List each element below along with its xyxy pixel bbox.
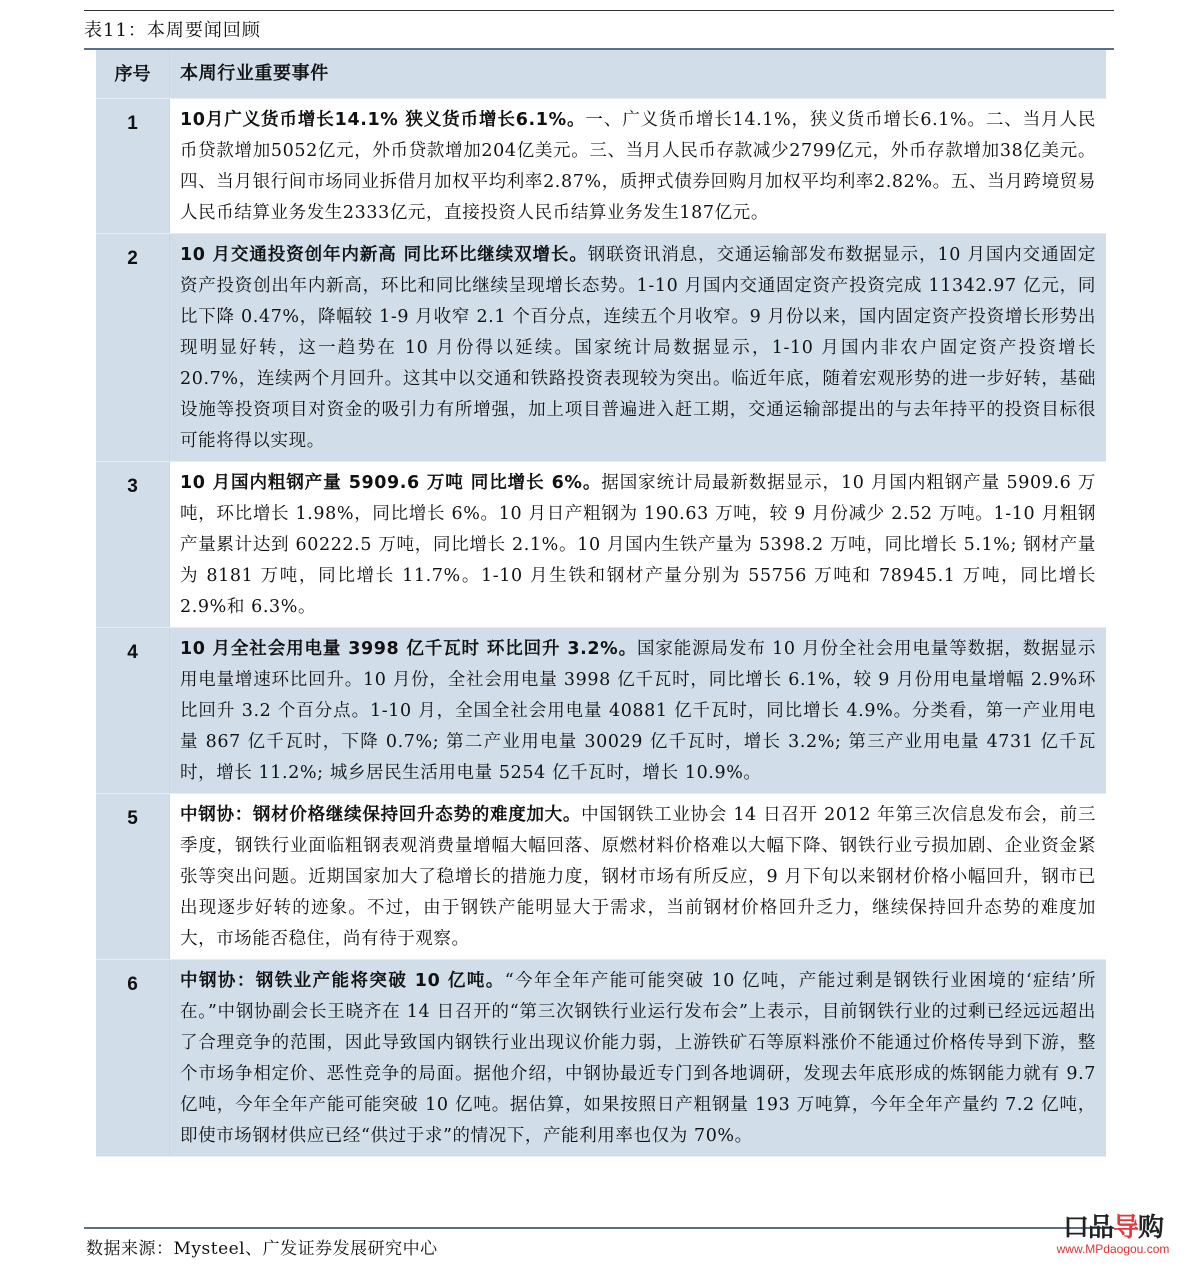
watermark-logo-mid: 导 [1112,1213,1138,1243]
watermark-logo-left: 口品 [1062,1213,1113,1243]
row-seq: 1 [96,99,170,233]
data-source-note: 数据来源：Mysteel、广发证券发展研究中心 [86,1239,438,1259]
table-row [96,960,1106,1157]
header-seq: 序号 [96,50,170,98]
row-body: 国家能源局发布 10 月份全社会用电量等数据，数据显示用电量增速环比回升。10 月份，全社会用电量 3998 亿千瓦时，同比增长 6.1%，较 9 月份用电量增幅 2.9%环比回升 3.2 个百分点。1-10 月，全国全社会用电量 40881 亿千瓦时，同比增长 4.9%。分类看，第一产业用电量 867 亿千瓦时，下降 0.7%; 第二产业用电量 30029 亿千瓦时，增长 3.2%; 第三产业用电量 4731 亿千瓦时，增长 11.2%; 城乡居民生活用电量 5254 亿千瓦时，增长 10.9%。 [180,639,1097,783]
row-seq: 5 [96,794,170,959]
table-caption: 表11：本周要闻回顾 [84,20,261,41]
table-row [96,234,1106,462]
row-title: 10 月全社会用电量 3998 亿千瓦时 环比回升 3.2%。 [180,639,637,659]
watermark-url: www.MPdaogou.com [1056,1242,1170,1256]
news-table [96,50,1106,1157]
table-row [96,794,1106,960]
row-title: 中钢协：钢铁业产能将突破 10 亿吨。 [180,971,505,991]
row-content [170,462,1106,627]
bottom-rule [84,1227,1114,1229]
row-content [170,960,1106,1156]
table-row [96,99,1106,234]
row-seq: 4 [96,628,170,793]
row-body: 中国钢铁工业协会 14 日召开 2012 年第三次信息发布会，前三季度，钢铁行业面临粗钢表观消费量增幅大幅回落、原燃材料价格难以大幅下降、钢铁行业亏损加剧、企业资金紧张等突出问题。近期国家加大了稳增长的措施力度，钢材市场有所反应，9 月下旬以来钢材价格小幅回升，钢市已出现逐步好转的迹象。不过，由于钢铁产能明显大于需求，当前钢材价格回升乏力，继续保持回升态势的难度加大，市场能否稳住，尚有待于观察。 [180,805,1096,949]
watermark-logo [1043,1207,1183,1244]
watermark [1043,1207,1183,1256]
row-content [170,99,1106,233]
table-header-row [96,50,1106,99]
row-body: 一、广义货币增长14.1%，狭义货币增长6.1%。二、当月人民币贷款增加5052亿元，外币贷款增加204亿美元。三、当月人民币存款减少2799亿元，外币存款增加38亿美元。四、当月银行间市场同业拆借月加权平均利率2.87%，质押式债券回购月加权平均利率2.82%。五、当月跨境贸易人民币结算业务发生2333亿元，直接投资人民币结算业务发生187亿元。 [180,110,1096,223]
row-title: 10 月国内粗钢产量 5909.6 万吨 同比增长 6%。 [180,473,602,493]
row-seq: 6 [96,960,170,1156]
row-seq: 2 [96,234,170,461]
row-content [170,794,1106,959]
table-row [96,628,1106,794]
row-body: 据国家统计局最新数据显示，10 月国内粗钢产量 5909.6 万吨，环比增长 1.98%，同比增长 6%。10 月日产粗钢为 190.63 万吨，较 9 月份减少 2.52 万吨。1-10 月粗钢产量累计达到 60222.5 万吨，同比增长 2.1%。10 月国内生铁产量为 5398.2 万吨，同比增长 5.1%; 钢材产量为 8181 万吨，同比增长 11.7%。1-10 月生铁和钢材产量分别为 55756 万吨和 78945.1 万吨，同比增长 2.9%和 6.3%。 [180,473,1096,617]
table-row [96,462,1106,628]
row-content [170,234,1106,461]
row-content [170,628,1106,793]
row-body: 钢联资讯消息，交通运输部发布数据显示，10 月国内交通固定资产投资创出年内新高，环比和同比继续呈现增长态势。1-10 月国内交通固定资产投资完成 11342.97 亿元，同比下降 0.47%，降幅较 1-9 月收窄 2.1 个百分点，连续五个月收窄。9 月份以来，国内固定资产投资增长形势出现明显好转，这一趋势在 10 月份得以延续。国家统计局数据显示，1-10 月国内非农户固定资产投资增长 20.7%，连续两个月回升。这其中以交通和铁路投资表现较为突出。临近年底，随着宏观形势的进一步好转，基础设施等投资项目对资金的吸引力有所增强，加上项目普遍进入赶工期，交通运输部提出的与去年持平的投资目标很可能将得以实现。 [180,245,1096,451]
row-title: 10月广义货币增长14.1% 狭义货币增长6.1%。 [180,110,586,130]
header-content: 本周行业重要事件 [170,50,1106,98]
watermark-logo-right: 购 [1138,1213,1164,1243]
row-title: 10 月交通投资创年内新高 同比环比继续双增长。 [180,245,588,265]
top-rule [84,10,1114,11]
row-body: “今年全年产能可能突破 10 亿吨，产能过剩是钢铁行业困境的‘症结’所在。”中钢协副会长王晓齐在 14 日召开的“第三次钢铁行业运行发布会”上表示，目前钢铁行业的过剩已经远远超出了合理竞争的范围，因此导致国内钢铁行业出现议价能力弱，上游铁矿石等原料涨价不能通过价格传导到下游，整个市场争相定价、恶性竞争的局面。据他介绍，中钢协最近专门到各地调研，发现去年底形成的炼钢能力就有 9.7 亿吨，今年全年产能可能突破 10 亿吨。据估算，如果按照日产粗钢量 193 万吨算，今年全年产量约 7.2 亿吨，即使市场钢材供应已经“供过于求”的情况下，产能利用率也仅为 70%。 [180,971,1097,1146]
row-seq: 3 [96,462,170,627]
row-title: 中钢协：钢材价格继续保持回升态势的难度加大。 [180,805,582,825]
